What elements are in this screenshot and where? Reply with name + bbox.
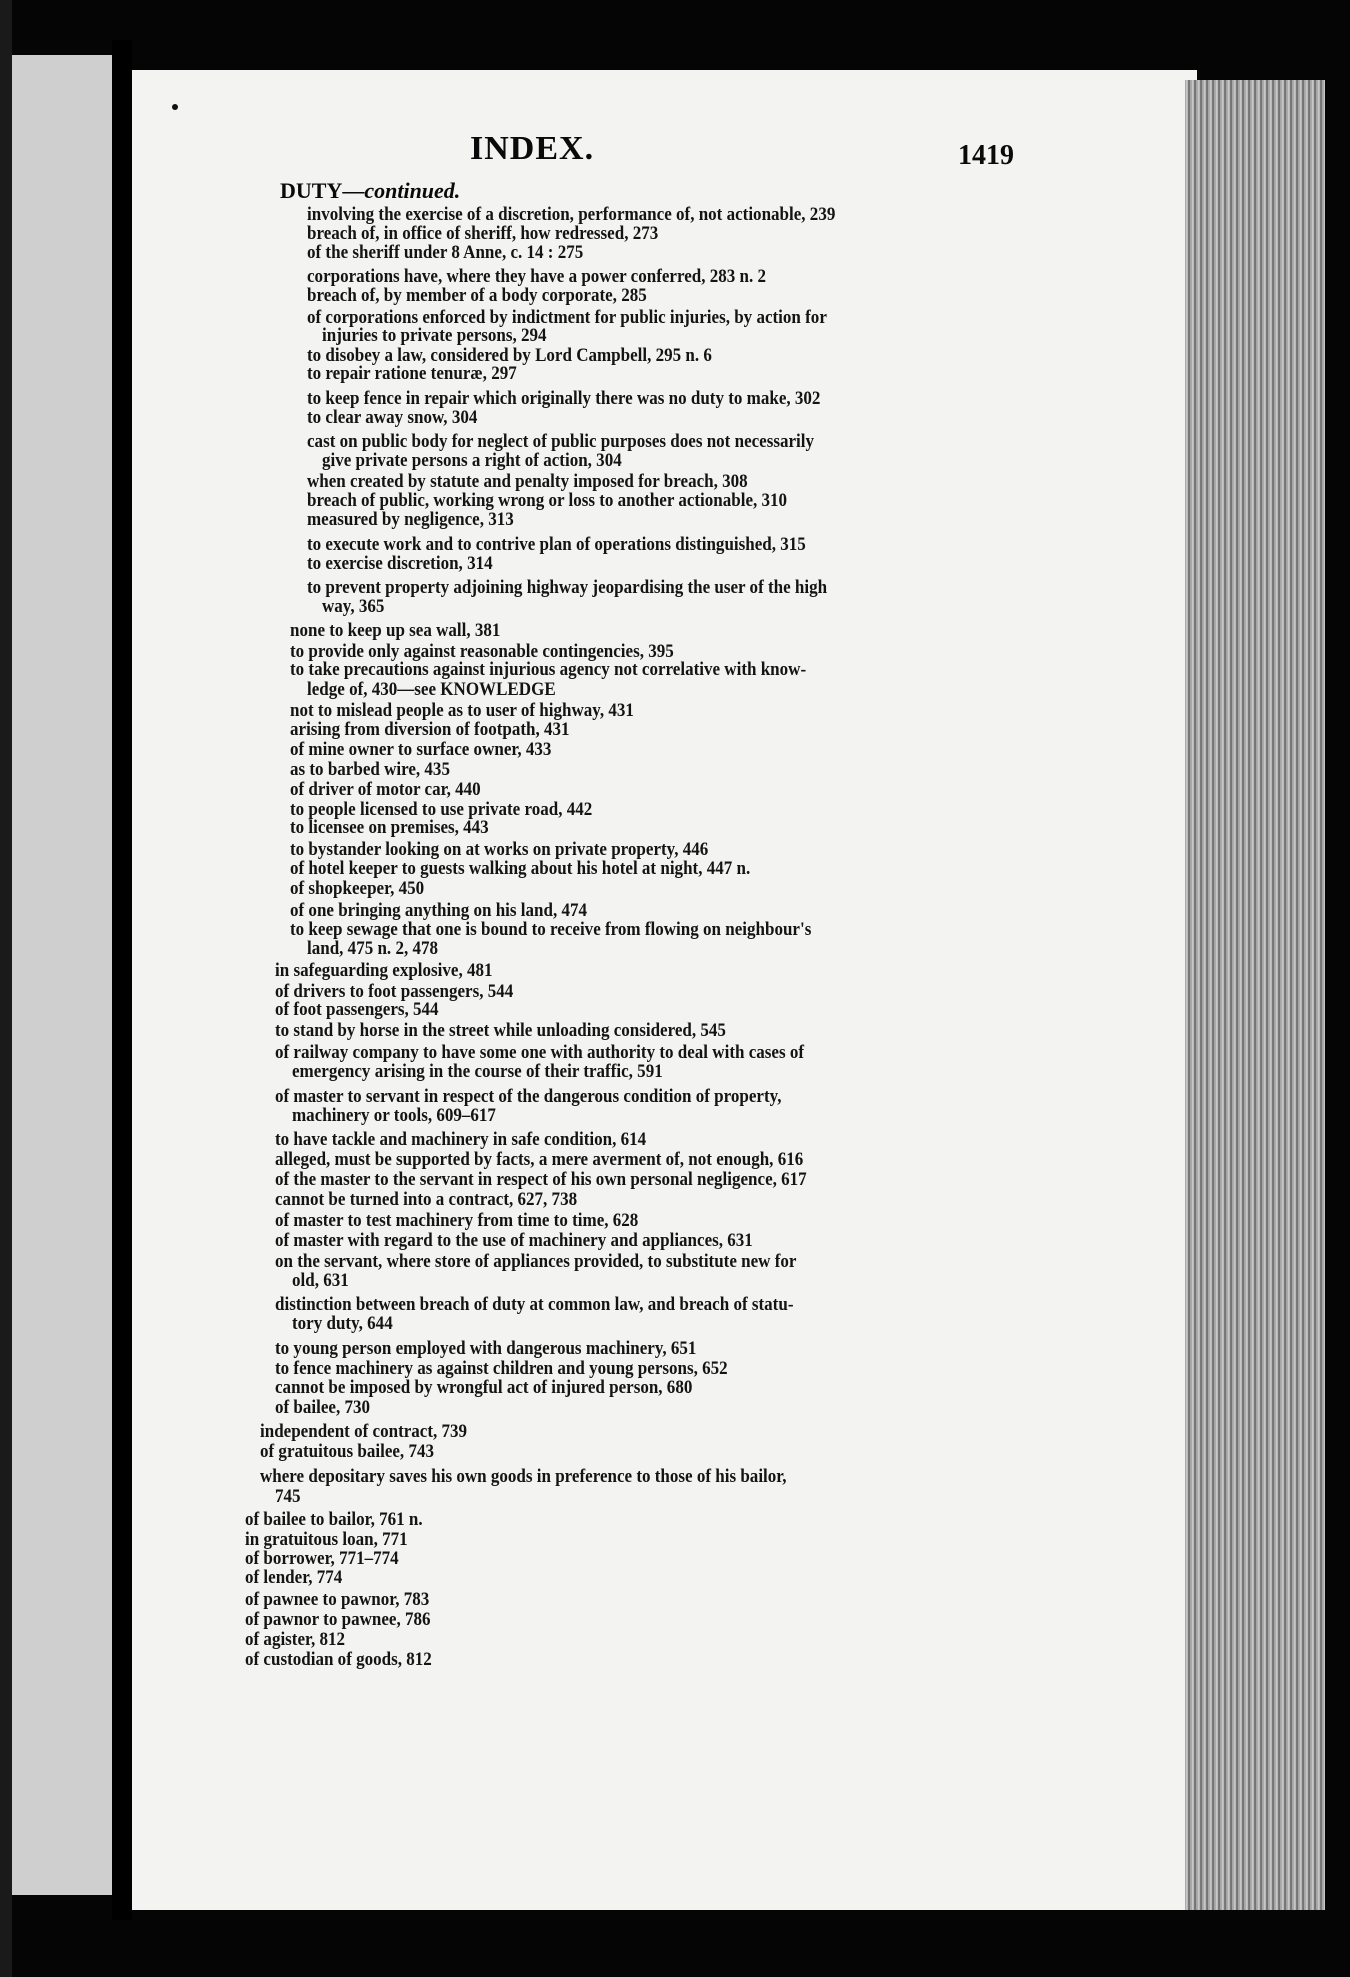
index-line: arising from diversion of footpath, 431: [290, 720, 570, 740]
index-line: on the servant, where store of appliances provided, to substitute new for: [275, 1252, 797, 1272]
index-line: injuries to private persons, 294: [322, 326, 547, 346]
index-line: of bailee, 730: [275, 1398, 371, 1418]
index-line: of agister, 812: [245, 1630, 346, 1650]
entry-heading-continued: continued.: [364, 178, 461, 203]
page-number: 1419: [958, 140, 1014, 171]
index-line: emergency arising in the course of their traffic, 591: [292, 1062, 663, 1082]
index-line: of mine owner to surface owner, 433: [290, 740, 552, 760]
index-line: of lender, 774: [245, 1568, 343, 1588]
index-line: land, 475 n. 2, 478: [307, 939, 438, 959]
index-line: to clear away snow, 304: [307, 408, 478, 428]
index-line: breach of, in office of sheriff, how redressed, 273: [307, 224, 659, 244]
index-line: machinery or tools, 609–617: [292, 1106, 496, 1126]
index-line: of hotel keeper to guests walking about his hotel at night, 447 n.: [290, 859, 751, 879]
index-line: to have tackle and machinery in safe condition, 614: [275, 1130, 647, 1150]
index-line: of shopkeeper, 450: [290, 879, 425, 899]
index-line: of gratuitous bailee, 743: [260, 1442, 434, 1462]
index-line: in safeguarding explosive, 481: [275, 961, 493, 981]
index-line: of the sheriff under 8 Anne, c. 14 : 275: [307, 243, 584, 263]
index-line: ledge of, 430—see KNOWLEDGE: [307, 680, 556, 700]
index-line: of driver of motor car, 440: [290, 780, 481, 800]
index-line: old, 631: [292, 1271, 349, 1291]
index-line: of railway company to have some one with authority to deal with cases of: [275, 1043, 804, 1063]
index-line: to bystander looking on at works on private property, 446: [290, 840, 709, 860]
index-line: to young person employed with dangerous machinery, 651: [275, 1339, 697, 1359]
index-line: involving the exercise of a discretion, performance of, not actionable, 239: [307, 205, 836, 225]
index-line: to disobey a law, considered by Lord Campbell, 295 n. 6: [307, 346, 712, 366]
index-line: tory duty, 644: [292, 1314, 393, 1334]
index-line: of drivers to foot passengers, 544: [275, 982, 514, 1002]
page-mark: [172, 104, 178, 110]
index-line: as to barbed wire, 435: [290, 760, 450, 780]
facing-page-strip: [12, 55, 112, 1895]
index-line: of master with regard to the use of machinery and appliances, 631: [275, 1231, 753, 1251]
page-edges: [1185, 80, 1325, 1910]
index-line: to provide only against reasonable contingencies, 395: [290, 642, 674, 662]
book-gutter: [112, 40, 132, 1920]
index-line: breach of public, working wrong or loss to another actionable, 310: [307, 491, 788, 511]
index-line: corporations have, where they have a power conferred, 283 n. 2: [307, 267, 767, 287]
index-line: to licensee on premises, 443: [290, 818, 489, 838]
index-line: give private persons a right of action, 304: [322, 451, 622, 471]
entry-heading-word: DUTY—: [280, 178, 365, 203]
index-line: to repair ratione tenuræ, 297: [307, 364, 517, 384]
index-line: not to mislead people as to user of highway, 431: [290, 701, 634, 721]
index-line: none to keep up sea wall, 381: [290, 621, 501, 641]
index-line: alleged, must be supported by facts, a mere averment of, not enough, 616: [275, 1150, 804, 1170]
index-line: of master to test machinery from time to time, 628: [275, 1211, 639, 1231]
index-line: of master to servant in respect of the dangerous condition of property,: [275, 1087, 782, 1107]
index-line: 745: [275, 1487, 301, 1507]
index-line: cast on public body for neglect of public purposes does not necessarily: [307, 432, 815, 452]
index-line: of borrower, 771–774: [245, 1549, 399, 1569]
index-line: of pawnee to pawnor, 783: [245, 1590, 430, 1610]
index-line: way, 365: [322, 597, 385, 617]
index-line: where depositary saves his own goods in preference to those of his bailor,: [260, 1467, 787, 1487]
page-title: INDEX.: [470, 130, 595, 167]
index-line: to exercise discretion, 314: [307, 554, 493, 574]
index-line: to take precautions against injurious agency not correlative with know-: [290, 660, 807, 680]
index-line: of pawnor to pawnee, 786: [245, 1610, 431, 1630]
index-line: when created by statute and penalty imposed for breach, 308: [307, 472, 748, 492]
index-line: breach of, by member of a body corporate, 285: [307, 286, 647, 306]
index-line: to fence machinery as against children and young persons, 652: [275, 1359, 728, 1379]
index-line: of corporations enforced by indictment for public injuries, by action for: [307, 308, 827, 328]
index-line: of foot passengers, 544: [275, 1000, 439, 1020]
index-line: measured by negligence, 313: [307, 510, 514, 530]
index-line: in gratuitous loan, 771: [245, 1530, 408, 1550]
index-line: to keep sewage that one is bound to receive from flowing on neighbour's: [290, 920, 812, 940]
index-line: cannot be turned into a contract, 627, 738: [275, 1190, 578, 1210]
index-line: to stand by horse in the street while unloading considered, 545: [275, 1021, 726, 1041]
index-line: of bailee to bailor, 761 n.: [245, 1510, 423, 1530]
index-line: to prevent property adjoining highway jeopardising the user of the high: [307, 578, 828, 598]
scan-left-edge: [0, 0, 12, 1977]
entry-heading: [280, 178, 460, 204]
index-line: independent of contract, 739: [260, 1422, 468, 1442]
index-line: to execute work and to contrive plan of operations distinguished, 315: [307, 535, 806, 555]
index-line: of one bringing anything on his land, 474: [290, 901, 588, 921]
index-line: to keep fence in repair which originally there was no duty to make, 302: [307, 389, 821, 409]
index-line: distinction between breach of duty at common law, and breach of statu-: [275, 1295, 794, 1315]
index-line: of custodian of goods, 812: [245, 1650, 432, 1670]
index-line: cannot be imposed by wrongful act of injured person, 680: [275, 1378, 693, 1398]
index-line: to people licensed to use private road, 442: [290, 800, 593, 820]
index-line: of the master to the servant in respect of his own personal negligence, 617: [275, 1170, 807, 1190]
